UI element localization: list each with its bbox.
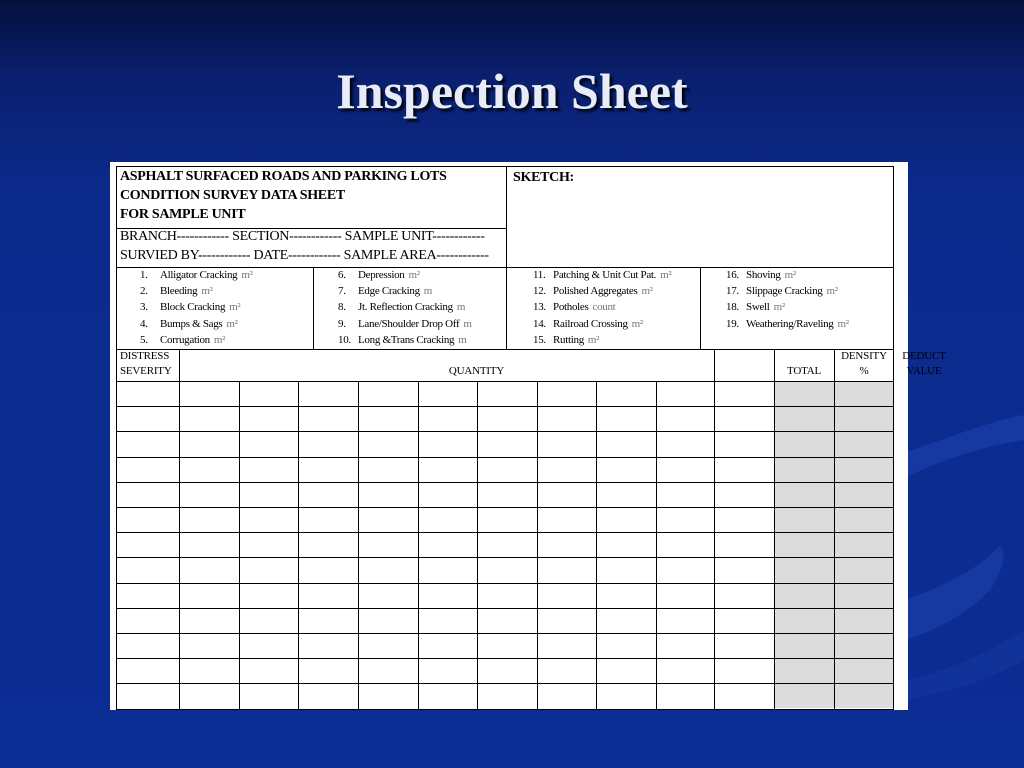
distress-item (533, 269, 671, 281)
header-line-2: CONDITION SURVEY DATA SHEET (120, 188, 345, 203)
distress-item (338, 269, 420, 281)
distress-item (533, 334, 599, 346)
distress-name: Swell (746, 301, 770, 314)
distress-number: 6. (338, 269, 346, 281)
distress-name: Long &Trans Cracking (358, 333, 455, 346)
distress-number: 14. (533, 317, 546, 330)
distress-unit: count (592, 301, 616, 314)
frame-right (893, 166, 894, 710)
distress-item (338, 301, 465, 313)
distress-unit: m² (641, 285, 653, 298)
distress-number: 15. (533, 333, 546, 346)
distress-item (726, 269, 796, 281)
meta-line-2: SURVIED BY------------ DATE------------ SAMPLE AREA------------ (120, 248, 489, 263)
distress-unit: m² (631, 317, 643, 330)
table-row-line (116, 709, 894, 710)
distress-number: 13. (533, 301, 546, 314)
distress-name: Weathering/Raveling (746, 317, 834, 330)
distress-item (533, 318, 643, 330)
table-row-line (116, 633, 894, 634)
distress-number: 7. (338, 285, 346, 298)
distress-number: 9. (338, 317, 346, 330)
header-divider (774, 349, 775, 381)
table-row-line (116, 608, 894, 609)
distress-name: Edge Cracking (358, 285, 420, 298)
header-divider (834, 349, 835, 381)
distress-unit: m² (837, 317, 849, 330)
table-col-line (179, 381, 180, 709)
distress-unit: m² (773, 301, 785, 314)
table-col-line (477, 381, 478, 709)
distress-name: Railroad Crossing (553, 317, 628, 330)
table-col-line (596, 381, 597, 709)
distress-unit: m² (229, 301, 241, 314)
list-top-line (116, 267, 894, 268)
distress-unit: m² (826, 285, 838, 298)
distress-item (140, 334, 225, 346)
distress-unit: m² (660, 269, 672, 281)
header-divider (179, 349, 180, 381)
distress-name: Rutting (553, 333, 584, 346)
col-deduct-label: DEDUCT (902, 350, 946, 362)
frame-top (116, 166, 894, 167)
sketch-divider (506, 166, 507, 350)
distress-name: Shoving (746, 269, 781, 281)
distress-number: 1. (140, 269, 148, 281)
header-divider (714, 349, 715, 381)
table-col-line (418, 381, 419, 709)
distress-item (140, 301, 240, 313)
col-quantity-label: QUANTITY (448, 365, 505, 377)
distress-item (338, 334, 467, 346)
distress-unit: m² (587, 333, 600, 346)
distress-name: Polished Aggregates (553, 285, 638, 298)
distress-unit: m² (784, 269, 796, 281)
distress-item (533, 285, 653, 297)
frame-left (116, 166, 117, 710)
distress-item (140, 269, 253, 281)
distress-name: Jt. Reflection Cracking (358, 301, 453, 314)
distress-item (140, 285, 213, 297)
col-density-label: DENSITY (841, 350, 887, 362)
table-col-line (714, 381, 715, 709)
header-line-3: FOR SAMPLE UNIT (120, 207, 246, 222)
distress-unit: m (456, 301, 466, 314)
distress-item (338, 285, 432, 297)
distress-item (726, 301, 785, 313)
list-divider-3 (700, 267, 701, 350)
distress-unit: m² (213, 333, 226, 346)
table-row-line (116, 532, 894, 533)
distress-name: Slippage Cracking (746, 285, 823, 298)
table-row-line (116, 557, 894, 558)
distress-name: Corrugation (160, 333, 210, 346)
distress-number: 16. (726, 269, 739, 281)
table-col-line (298, 381, 299, 709)
meta-line-1: BRANCH------------ SECTION------------ SAMPLE UNIT------------ (120, 229, 485, 244)
table-row-line (116, 482, 894, 483)
col-severity-label: SEVERITY (120, 365, 172, 377)
distress-number: 8. (338, 301, 346, 314)
table-row-line (116, 507, 894, 508)
distress-name: Block Cracking (160, 301, 226, 314)
distress-item (726, 285, 838, 297)
table-row-line (116, 431, 894, 432)
distress-name: Lane/Shoulder Drop Off (358, 317, 460, 330)
distress-number: 4. (140, 317, 148, 330)
distress-unit: m² (408, 269, 420, 281)
distress-name: Patching & Unit Cut Pat. (553, 269, 657, 281)
distress-unit: m² (241, 269, 253, 281)
table-row-line (116, 658, 894, 659)
distress-unit: m² (201, 285, 213, 298)
distress-name: Potholes (553, 301, 589, 314)
table-col-line (834, 381, 835, 709)
col-density-unit: % (859, 365, 869, 377)
slide-title: Inspection Sheet (336, 63, 688, 119)
header-line-1: ASPHALT SURFACED ROADS AND PARKING LOTS (120, 169, 447, 184)
distress-number: 18. (726, 301, 739, 314)
list-bottom-line (116, 349, 894, 350)
distress-item (533, 301, 615, 313)
distress-number: 11. (533, 269, 546, 281)
distress-number: 2. (140, 285, 148, 298)
distress-name: Bleeding (160, 285, 198, 298)
list-divider-1 (313, 267, 314, 350)
distress-number: 5. (140, 333, 148, 346)
table-row-line (116, 583, 894, 584)
table-col-line (239, 381, 240, 709)
distress-name: Depression (358, 269, 405, 281)
col-value-label: VALUE (906, 365, 942, 377)
distress-number: 10. (338, 333, 351, 346)
col-total-label: TOTAL (787, 365, 821, 377)
sketch-label: SKETCH: (513, 170, 574, 185)
distress-unit: m² (226, 317, 238, 330)
table-col-line (656, 381, 657, 709)
col-distress-label: DISTRESS (120, 350, 170, 362)
distress-number: 19. (726, 317, 739, 330)
table-col-line (537, 381, 538, 709)
distress-name: Bumps & Sags (160, 317, 223, 330)
table-col-line (774, 381, 775, 709)
distress-item (726, 318, 849, 330)
table-row-line (116, 381, 894, 382)
distress-unit: m (458, 333, 467, 346)
distress-unit: m (423, 285, 433, 298)
distress-number: 12. (533, 285, 546, 298)
distress-item (140, 318, 238, 330)
distress-number: 3. (140, 301, 148, 314)
table-row-line (116, 457, 894, 458)
table-row-line (116, 683, 894, 684)
table-row-line (116, 406, 894, 407)
table-col-line (358, 381, 359, 709)
inspection-sheet (110, 162, 946, 710)
distress-unit: m (463, 317, 472, 330)
distress-number: 17. (726, 285, 739, 298)
distress-item (338, 318, 472, 330)
distress-name: Alligator Cracking (160, 269, 238, 281)
